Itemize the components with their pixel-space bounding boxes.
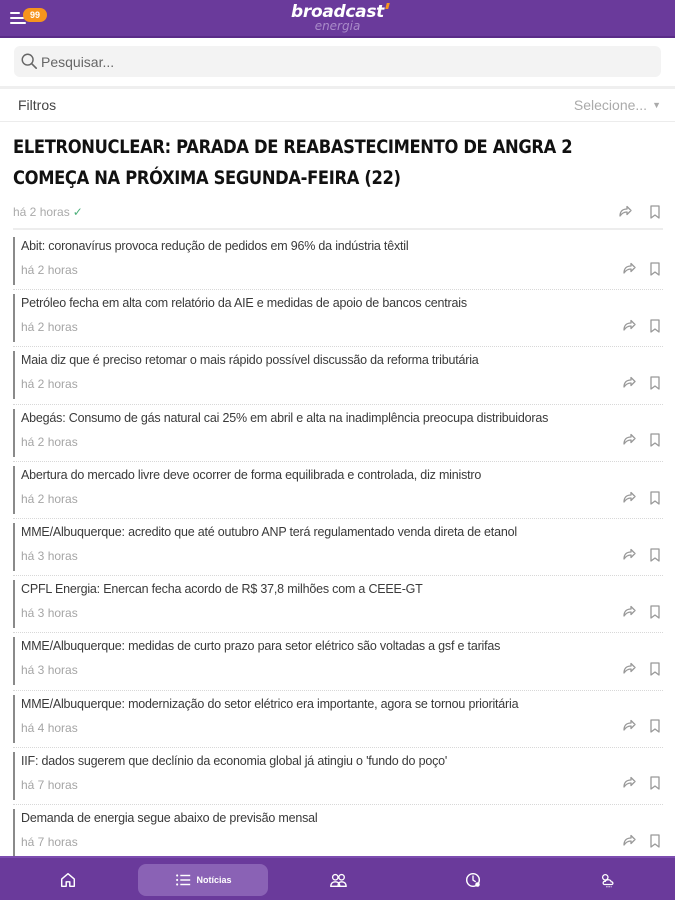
- share-icon: [621, 718, 637, 734]
- share-button[interactable]: [621, 490, 637, 506]
- share-icon: [621, 318, 637, 334]
- news-title[interactable]: Abegás: Consumo de gás natural cai 25% em abril e alta na inadimplência preocupa distribuidoras: [21, 410, 549, 425]
- share-icon: [621, 432, 637, 448]
- news-actions: [611, 718, 663, 736]
- share-icon: [621, 775, 637, 791]
- share-icon: [621, 375, 637, 391]
- bookmark-icon: [647, 718, 663, 734]
- share-button[interactable]: [621, 604, 637, 620]
- share-icon: [621, 490, 637, 506]
- bookmark-button[interactable]: [647, 775, 663, 791]
- notification-badge[interactable]: 99: [23, 8, 47, 22]
- news-title[interactable]: MME/Albuquerque: acredito que até outubro ANP terá regulamentado venda direta de etanol: [21, 524, 517, 539]
- news-item[interactable]: [13, 633, 663, 690]
- news-title[interactable]: Maia diz que é preciso retomar o mais rápido possível discussão da reforma tributária: [21, 353, 479, 368]
- bottom-navigation: [0, 856, 675, 900]
- news-title[interactable]: Demanda de energia segue abaixo de previsão mensal: [21, 810, 318, 825]
- news-time: há 2 horas: [21, 491, 78, 506]
- news-accent-bar: [13, 523, 15, 571]
- bookmark-button[interactable]: [647, 375, 663, 391]
- featured-actions: [607, 203, 663, 221]
- share-button[interactable]: [621, 547, 637, 563]
- nav-news-label: Notícias: [196, 875, 232, 885]
- people-icon: [329, 871, 347, 889]
- news-time: há 2 horas: [21, 263, 78, 277]
- nav-people[interactable]: [318, 864, 358, 896]
- news-title[interactable]: CPFL Energia: Enercan fecha acordo de R$ 37,8 milhões com a CEEE-GT: [21, 582, 423, 597]
- bookmark-button[interactable]: [647, 318, 663, 334]
- bookmark-icon: [647, 261, 663, 277]
- share-button[interactable]: [621, 261, 637, 277]
- news-actions: [611, 432, 663, 450]
- bookmark-icon: [647, 432, 663, 448]
- news-accent-bar: [13, 466, 15, 514]
- share-icon: [617, 204, 633, 220]
- bookmark-icon: [647, 775, 663, 791]
- news-accent-bar: [13, 580, 15, 628]
- bookmark-button[interactable]: [647, 204, 663, 220]
- share-icon: [621, 661, 637, 677]
- bookmark-icon: [647, 547, 663, 563]
- bookmark-icon: [647, 318, 663, 334]
- news-actions: [611, 489, 663, 507]
- news-actions: [611, 832, 663, 850]
- news-list: [13, 233, 663, 862]
- bookmark-button[interactable]: [647, 490, 663, 506]
- bookmark-button[interactable]: [647, 432, 663, 448]
- news-title[interactable]: Petróleo fecha em alta com relatório da AIE e medidas de apoio de bancos centrais: [21, 296, 467, 311]
- share-icon: [621, 261, 637, 277]
- share-button[interactable]: [621, 775, 637, 791]
- share-icon: [621, 833, 637, 849]
- app-logo: [0, 2, 675, 32]
- news-actions: [611, 775, 663, 793]
- news-item[interactable]: [13, 462, 663, 519]
- search-input[interactable]: [41, 46, 641, 77]
- news-time: há 4 horas: [21, 720, 78, 735]
- news-time: há 2 horas: [21, 320, 78, 335]
- share-button[interactable]: [617, 204, 633, 220]
- bookmark-button[interactable]: [647, 661, 663, 677]
- nav-weather[interactable]: [588, 864, 628, 896]
- news-title[interactable]: MME/Albuquerque: modernização do setor elétrico era importante, agora se tornou prioritária: [21, 696, 519, 711]
- news-accent-bar: [13, 237, 15, 285]
- news-item[interactable]: [13, 748, 663, 805]
- share-button[interactable]: [621, 718, 637, 734]
- search-icon: [20, 52, 38, 70]
- featured-headline[interactable]: ELETRONUCLEAR: PARADA DE REABASTECIMENTO DE ANGRA 2 COMEÇA NA PRÓXIMA SEGUNDA-FEIRA (22): [13, 136, 573, 189]
- search-section: [0, 40, 675, 84]
- bookmark-icon: [647, 661, 663, 677]
- nav-market[interactable]: [453, 864, 493, 896]
- share-button[interactable]: [621, 661, 637, 677]
- chart-clock-icon: [464, 871, 482, 889]
- share-icon: [621, 604, 637, 620]
- news-item[interactable]: [13, 233, 663, 290]
- nav-news[interactable]: [138, 864, 268, 896]
- bookmark-button[interactable]: [647, 547, 663, 563]
- news-time: há 7 horas: [21, 777, 78, 792]
- share-icon: [621, 547, 637, 563]
- read-check-icon: ✓: [72, 205, 83, 219]
- news-item[interactable]: [13, 405, 663, 462]
- list-icon: [174, 871, 192, 889]
- logo-text: [291, 2, 384, 22]
- news-actions: [611, 317, 663, 335]
- logo-main-text: broadcast: [291, 2, 384, 22]
- news-item[interactable]: [13, 519, 663, 576]
- filters-select[interactable]: [574, 97, 661, 113]
- bookmark-icon: [647, 204, 663, 220]
- caret-down-icon: ▼: [652, 100, 661, 110]
- logo-accent-mark: [385, 3, 390, 9]
- news-accent-bar: [13, 695, 15, 743]
- nav-home[interactable]: [48, 864, 88, 896]
- bookmark-icon: [647, 833, 663, 849]
- filters-label: Filtros: [18, 97, 57, 113]
- news-actions: [611, 660, 663, 678]
- news-item[interactable]: [13, 290, 663, 347]
- news-time: há 7 horas: [21, 834, 78, 849]
- news-title[interactable]: MME/Albuquerque: medidas de curto prazo para setor elétrico são voltadas a gsf e tarifas: [21, 639, 501, 654]
- news-item[interactable]: [13, 691, 663, 748]
- news-accent-bar: [13, 294, 15, 342]
- news-accent-bar: [13, 809, 15, 857]
- featured-meta: [13, 205, 83, 219]
- news-accent-bar: [13, 752, 15, 800]
- news-title[interactable]: Abit: coronavírus provoca redução de pedidos em 96% da indústria têxtil: [21, 239, 409, 253]
- news-actions: [611, 374, 663, 392]
- bookmark-button[interactable]: [647, 718, 663, 734]
- news-title[interactable]: IIF: dados sugerem que declínio da economia global já atingiu o 'fundo do poço': [21, 753, 448, 768]
- news-accent-bar: [13, 351, 15, 399]
- share-button[interactable]: [621, 375, 637, 391]
- news-time: há 2 horas: [21, 377, 78, 392]
- logo-subtitle: energia: [314, 19, 361, 33]
- divider: [13, 228, 663, 230]
- bookmark-button[interactable]: [647, 261, 663, 277]
- news-title[interactable]: Abertura do mercado livre deve ocorrer de forma equilibrada e controlada, diz ministro: [21, 467, 482, 482]
- news-time: há 2 horas: [21, 434, 78, 449]
- news-actions: [611, 260, 663, 278]
- share-button[interactable]: [621, 432, 637, 448]
- featured-time: há 2 horas: [13, 205, 70, 219]
- news-time: há 3 horas: [21, 606, 78, 621]
- filters-bar: [0, 86, 675, 122]
- bookmark-button[interactable]: [647, 833, 663, 849]
- filters-select-value: Selecione...: [573, 97, 648, 113]
- news-actions: [611, 546, 663, 564]
- weather-icon: [599, 871, 617, 889]
- news-accent-bar: [13, 637, 15, 685]
- bookmark-icon: [647, 604, 663, 620]
- bookmark-button[interactable]: [647, 604, 663, 620]
- app-header: [0, 0, 675, 38]
- news-item[interactable]: [13, 576, 663, 633]
- bookmark-icon: [647, 490, 663, 506]
- search-box[interactable]: [14, 46, 661, 77]
- news-item[interactable]: [13, 347, 663, 404]
- share-button[interactable]: [621, 833, 637, 849]
- news-time: há 3 horas: [21, 548, 78, 563]
- home-icon: [59, 871, 77, 889]
- share-button[interactable]: [621, 318, 637, 334]
- news-actions: [611, 603, 663, 621]
- news-item[interactable]: [13, 805, 663, 862]
- bookmark-icon: [647, 375, 663, 391]
- news-time: há 3 horas: [21, 663, 78, 678]
- news-accent-bar: [13, 409, 15, 457]
